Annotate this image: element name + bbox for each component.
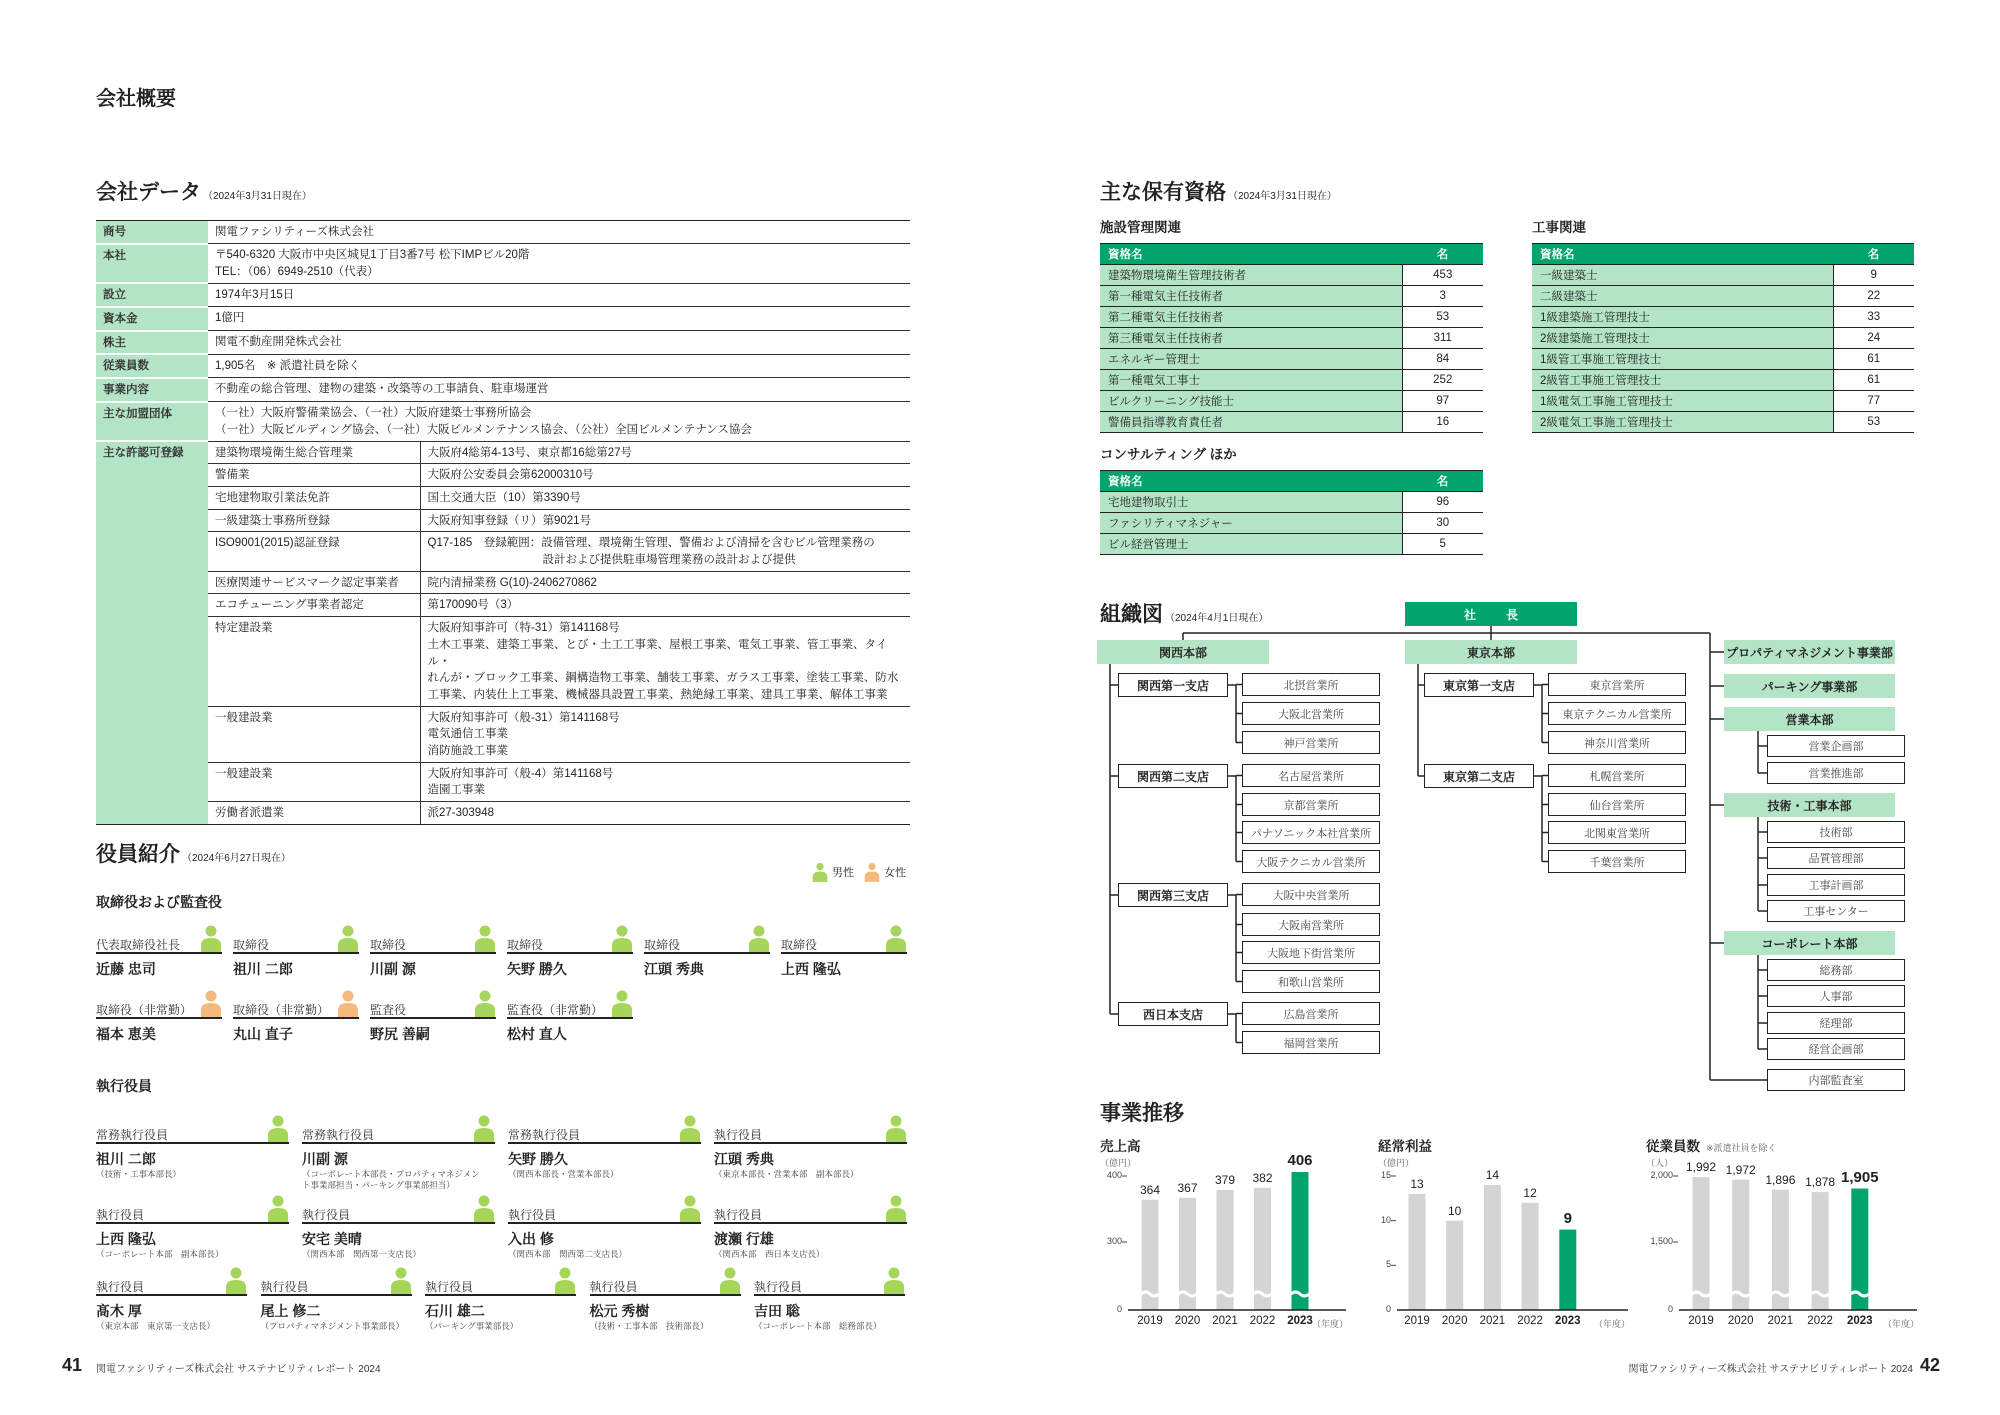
department-box: 営業企画部 xyxy=(1767,735,1905,757)
cell-line: TEL：（06）6949-2510（代表） xyxy=(215,265,379,278)
officer-title: 取締役（非常勤） xyxy=(96,1003,193,1017)
row-label: 事業内容 xyxy=(96,378,208,402)
office-box: 東京テクニカル営業所 xyxy=(1548,702,1686,725)
branch-box: 西日本支店 xyxy=(1118,1002,1228,1026)
office-box: 福岡営業所 xyxy=(1242,1031,1380,1054)
bar-value-label: 1,905 xyxy=(1841,1168,1879,1186)
x-tick-label: 2019 xyxy=(1688,1315,1714,1327)
qualification-name: 二級建築士 xyxy=(1532,286,1833,307)
column-header-count: 名 xyxy=(1402,471,1483,492)
cell-line: 工事業、内装仕上工事業、機械器具設置工事業、熱絶縁工事業、建具工事業、解体工事業 xyxy=(427,688,888,701)
office-box: パナソニック本社営業所 xyxy=(1242,821,1380,844)
row-label: 商号 xyxy=(96,221,208,244)
officer-name: 川副 源 xyxy=(370,961,416,977)
bar-value-label: 12 xyxy=(1523,1185,1537,1200)
department-box: 総務部 xyxy=(1767,959,1905,981)
bar-value-label: 1,992 xyxy=(1685,1160,1717,1175)
org-chart-title: 組織図 xyxy=(1100,603,1163,626)
y-tick-label: 15 xyxy=(1380,1170,1391,1180)
qualification-name: 宅地建物取引士 xyxy=(1100,492,1402,513)
footer-text-right: 関電ファシリティーズ株式会社 サステナビリティレポート 2024 xyxy=(1628,1364,1913,1375)
company-data-title: 会社データ xyxy=(96,181,201,204)
license-name: 労働者派遣業 xyxy=(208,802,420,825)
row-label: 本社 xyxy=(96,244,208,283)
office-box: 和歌山営業所 xyxy=(1242,970,1380,993)
bar-value-label: 1,972 xyxy=(1725,1162,1756,1177)
x-tick-label: 2022 xyxy=(1249,1315,1276,1327)
column-header-name: 資格名 xyxy=(1100,244,1402,265)
office-box: 札幌営業所 xyxy=(1548,764,1686,787)
officer-name: 祖川 二郎 xyxy=(233,961,293,977)
office-box: 大阪地下街営業所 xyxy=(1242,941,1380,964)
president-box: 社長 xyxy=(1405,602,1577,626)
officer-name: 松元 秀樹 xyxy=(589,1303,650,1319)
officer-name: 近藤 忠司 xyxy=(96,961,156,977)
cell-line: Q17-185 登録範囲：設備管理、環境衛生管理、警備および清掃を含むビル管理業務の xyxy=(427,537,875,550)
officer-name: 石川 雄二 xyxy=(425,1303,485,1319)
officer-title: 取締役 xyxy=(507,938,544,952)
officer-name: 吉田 聡 xyxy=(754,1303,800,1319)
officer-title: 執行役員 xyxy=(96,1208,145,1222)
license-name: 一般建設業 xyxy=(208,762,420,801)
y-tick-label: 1,500 xyxy=(1650,1236,1673,1246)
qualification-name: エネルギー管理士 xyxy=(1100,349,1402,370)
cell-line: 不動産の総合管理、建物の建築・改築等の工事請負、駐車場運営 xyxy=(215,383,549,396)
qualification-name: ビル経営管理士 xyxy=(1100,534,1402,555)
y-axis-unit: （人） xyxy=(1646,1158,1674,1168)
y-tick-label: 2,000 xyxy=(1650,1170,1673,1180)
branch-box: 関西第一支店 xyxy=(1118,673,1228,697)
qualification-count: 16 xyxy=(1402,412,1483,433)
cell-line: （一社）大阪ビルディング協会、（一社）大阪ビルメンテナンス協会、（公社）全国ビルメンテナンス協会 xyxy=(215,423,752,436)
column-header-count: 名 xyxy=(1402,244,1483,265)
officer-name: 入出 修 xyxy=(508,1231,554,1247)
chart-title-text: 売上高 xyxy=(1100,1139,1141,1154)
bar-value-label: 379 xyxy=(1214,1172,1236,1187)
y-tick-label: 0 xyxy=(1385,1304,1391,1314)
officer-name: 丸山 直子 xyxy=(233,1026,293,1042)
cell-line: 大阪府知事許可（般-31）第141168号 xyxy=(427,711,620,724)
qualification-count: 311 xyxy=(1402,328,1483,349)
x-tick-label: 2021 xyxy=(1479,1315,1506,1327)
x-tick-label: 2020 xyxy=(1174,1315,1201,1327)
qualification-name: 1級管工事施工管理技士 xyxy=(1532,349,1833,370)
license-name: 一級建築士事務所登録 xyxy=(208,509,420,532)
column-header-name: 資格名 xyxy=(1100,471,1402,492)
license-name: 特定建設業 xyxy=(208,617,420,707)
officer-name: 野尻 善嗣 xyxy=(370,1026,430,1042)
date-note: （2024年3月31日現在） xyxy=(203,191,312,202)
office-box: 大阪北営業所 xyxy=(1242,702,1380,725)
officer-name: 尾上 修二 xyxy=(260,1303,321,1319)
bar-value-label: 367 xyxy=(1177,1180,1198,1195)
row-label: 主な許認可登録 xyxy=(96,441,208,824)
bar xyxy=(1693,1177,1710,1310)
qualification-count: 33 xyxy=(1833,307,1914,328)
qualification-count: 61 xyxy=(1833,370,1914,391)
x-tick-label: 2020 xyxy=(1727,1315,1754,1327)
y-axis-unit: （億円） xyxy=(1100,1158,1137,1168)
office-box: 広島営業所 xyxy=(1242,1002,1380,1025)
officer-title: 常務執行役員 xyxy=(96,1128,169,1142)
department-box: 経理部 xyxy=(1767,1012,1905,1034)
officer-department: （東京本部長・営業本部 副本部長） xyxy=(714,1169,859,1179)
y-tick-label: 5 xyxy=(1385,1259,1391,1270)
legend-male: 男性 xyxy=(832,867,854,879)
date-note: （2024年6月27日現在） xyxy=(182,853,291,864)
officer-department: （コーポレート本部長・プロパティマネジメント事業部担当・パーキング事業部担当） xyxy=(302,1169,480,1190)
qualification-name: 第三種電気主任技術者 xyxy=(1100,328,1402,349)
cell-line: 大阪府知事許可（特-31）第141168号 xyxy=(427,622,620,635)
legend-female: 女性 xyxy=(884,867,906,879)
chart-title-text: 従業員数 xyxy=(1646,1139,1700,1154)
qualification-count: 5 xyxy=(1402,534,1483,555)
bar-value-label: 1,896 xyxy=(1765,1172,1796,1187)
cell-line: 設計および提供駐車場管理業務の設計および提供 xyxy=(427,554,796,567)
officer-title: 常務執行役員 xyxy=(508,1128,581,1142)
cell-line: 大阪府知事登録（リ）第9021号 xyxy=(427,514,592,527)
license-name: 警備業 xyxy=(208,464,420,487)
officer-title: 取締役 xyxy=(370,938,407,952)
department-box: 工事センター xyxy=(1767,900,1905,922)
y-tick-label: 0 xyxy=(1667,1304,1673,1314)
x-tick-label: 2023 xyxy=(1555,1315,1581,1327)
qualification-name: ファシリティマネジャー xyxy=(1100,513,1402,534)
department-box: 品質管理部 xyxy=(1767,847,1905,869)
cell-line: れんが・ブロック工事業、鋼構造物工事業、舗装工事業、ガラス工事業、塗装工事業、防水 xyxy=(427,672,899,685)
qualification-name: 第一種電気主任技術者 xyxy=(1100,286,1402,307)
cell-line: 関電不動産開発株式会社 xyxy=(215,336,342,349)
qualification-count: 30 xyxy=(1402,513,1483,534)
officer-title: 執行役員 xyxy=(302,1208,351,1222)
cell-line: 大阪府公安委員会第62000310号 xyxy=(427,469,594,482)
license-name: ISO9001(2015)認証登録 xyxy=(208,532,420,571)
qualification-name: 1級建築施工管理技士 xyxy=(1532,307,1833,328)
office-box: 東京営業所 xyxy=(1548,673,1686,696)
board-heading: 取締役および監査役 xyxy=(96,894,222,910)
qualification-name: 第一種電気工事士 xyxy=(1100,370,1402,391)
y-tick-label: 10 xyxy=(1380,1214,1391,1225)
chart-note: ※派遣社員を除く xyxy=(1706,1143,1777,1153)
officer-title: 執行役員 xyxy=(714,1208,763,1222)
office-box: 名古屋営業所 xyxy=(1242,764,1380,787)
officer-title: 執行役員 xyxy=(96,1280,145,1294)
division-box: プロパティマネジメント事業部 xyxy=(1724,640,1895,664)
bar xyxy=(1732,1180,1749,1310)
y-tick-label: 400 xyxy=(1106,1170,1122,1180)
officer-name: 髙木 厚 xyxy=(96,1303,142,1319)
qualification-count: 77 xyxy=(1833,391,1914,412)
qualification-count: 453 xyxy=(1402,265,1483,286)
date-note: （2024年4月1日現在） xyxy=(1165,613,1269,624)
row-label: 資本金 xyxy=(96,307,208,331)
office-box: 大阪テクニカル営業所 xyxy=(1242,850,1380,873)
officer-department: （コーポレート本部 副本部長） xyxy=(96,1249,224,1259)
office-box: 京都営業所 xyxy=(1242,793,1380,816)
x-axis-unit: （年度） xyxy=(1594,1319,1631,1329)
cell-line: 消防施設工事業 xyxy=(427,745,508,758)
qualification-count: 252 xyxy=(1402,370,1483,391)
officer-name: 江頭 秀典 xyxy=(644,961,704,977)
qualification-count: 61 xyxy=(1833,349,1914,370)
officer-title: 取締役 xyxy=(233,938,270,952)
branch-box: 関西第二支店 xyxy=(1118,764,1228,788)
officer-department: （関西本部長・営業本部長） xyxy=(508,1169,619,1179)
qualification-name: 建築物環境衛生管理技術者 xyxy=(1100,265,1402,286)
qualification-name: 2級管工事施工管理技士 xyxy=(1532,370,1833,391)
row-label: 従業員数 xyxy=(96,354,208,378)
cell-line: 電気通信工事業 xyxy=(427,728,508,741)
division-box: 技術・工事本部 xyxy=(1724,793,1895,817)
officer-department: （コーポレート本部 総務部長） xyxy=(754,1321,882,1331)
office-box: 大阪南営業所 xyxy=(1242,913,1380,936)
office-box: 千葉営業所 xyxy=(1548,850,1686,873)
x-tick-label: 2019 xyxy=(1404,1315,1430,1327)
branch-box: 関西第三支店 xyxy=(1118,883,1228,907)
bar-value-label: 9 xyxy=(1563,1209,1572,1227)
footer-text-left: 関電ファシリティーズ株式会社 サステナビリティレポート 2024 xyxy=(96,1364,381,1375)
qualification-count: 53 xyxy=(1402,307,1483,328)
cell-line: 1億円 xyxy=(215,312,245,325)
chart-title-text: 経常利益 xyxy=(1378,1139,1432,1154)
cell-line: 国土交通大臣（10）第3390号 xyxy=(427,491,581,504)
officer-title: 執行役員 xyxy=(508,1208,557,1222)
row-label: 主な加盟団体 xyxy=(96,402,208,441)
business-heading: 事業推移 xyxy=(1100,1102,1184,1125)
x-tick-label: 2019 xyxy=(1137,1315,1163,1327)
date-note: （2024年3月31日現在） xyxy=(1228,191,1337,202)
division-box: コーポレート本部 xyxy=(1724,931,1895,955)
cell-line: 院内清掃業務 G(10)-2406270862 xyxy=(427,576,597,589)
license-name: 宅地建物取引業法免許 xyxy=(208,486,420,509)
officer-department: （関西本部 関西第二支店長） xyxy=(508,1249,628,1259)
column-header-count: 名 xyxy=(1833,244,1914,265)
license-name: 一般建設業 xyxy=(208,706,420,762)
department-box: 技術部 xyxy=(1767,821,1905,843)
qualification-category: 施設管理関連 xyxy=(1100,220,1181,235)
officer-title: 取締役 xyxy=(781,938,818,952)
officer-name: 松村 直人 xyxy=(507,1026,567,1042)
officer-title: 執行役員 xyxy=(714,1128,763,1142)
officer-title: 取締役 xyxy=(644,938,681,952)
bar-value-label: 14 xyxy=(1485,1167,1500,1182)
officer-name: 安宅 美晴 xyxy=(302,1231,362,1247)
qualification-name: 警備員指導教育責任者 xyxy=(1100,412,1402,433)
license-name: 建築物環境衛生総合管理業 xyxy=(208,441,420,464)
qualification-count: 3 xyxy=(1402,286,1483,307)
office-box: 仙台営業所 xyxy=(1548,793,1686,816)
qualification-count: 9 xyxy=(1833,265,1914,286)
officer-title: 常務執行役員 xyxy=(302,1128,375,1142)
qualification-count: 22 xyxy=(1833,286,1914,307)
officer-department: （技術・工事本部 技術部長） xyxy=(589,1321,709,1331)
officer-title: 監査役 xyxy=(370,1003,407,1017)
page-number-right: 42 xyxy=(1920,1355,1941,1375)
office-box: 神奈川営業所 xyxy=(1548,731,1686,754)
x-axis-unit: （年度） xyxy=(1883,1319,1920,1329)
x-tick-label: 2022 xyxy=(1807,1315,1833,1327)
qualification-count: 97 xyxy=(1402,391,1483,412)
cell-line: 派27-303948 xyxy=(427,807,494,820)
x-tick-label: 2023 xyxy=(1287,1315,1313,1327)
officers-title: 役員紹介 xyxy=(96,843,180,866)
officer-name: 上西 隆弘 xyxy=(96,1231,156,1247)
office-box: 北摂営業所 xyxy=(1242,673,1380,696)
cell-line: 大阪府知事許可（般-4）第141168号 xyxy=(427,767,614,780)
officer-name: 上西 隆弘 xyxy=(781,961,841,977)
qualification-name: ビルクリーニング技能士 xyxy=(1100,391,1402,412)
officer-title: 監査役（非常勤） xyxy=(507,1003,604,1017)
x-tick-label: 2023 xyxy=(1847,1315,1873,1327)
bar-value-label: 406 xyxy=(1287,1152,1313,1170)
y-axis-unit: （億円） xyxy=(1378,1158,1415,1168)
x-tick-label: 2022 xyxy=(1517,1315,1543,1327)
qualification-count: 84 xyxy=(1402,349,1483,370)
officer-name: 川副 源 xyxy=(302,1151,348,1167)
row-label: 株主 xyxy=(96,331,208,355)
audit-office-box: 内部監査室 xyxy=(1767,1069,1905,1091)
officer-name: 矢野 勝久 xyxy=(508,1151,568,1167)
officer-department: （関西本部 関西第一支店長） xyxy=(302,1249,422,1259)
office-box: 大阪中央営業所 xyxy=(1242,883,1380,906)
qualification-name: 2級建築施工管理技士 xyxy=(1532,328,1833,349)
qualification-category: コンサルティング ほか xyxy=(1100,447,1237,462)
branch-box: 東京第二支店 xyxy=(1424,764,1534,788)
officer-title: 取締役（非常勤） xyxy=(233,1003,330,1017)
page-number-left: 41 xyxy=(62,1355,83,1375)
department-box: 工事計画部 xyxy=(1767,874,1905,896)
officer-title: 執行役員 xyxy=(589,1280,638,1294)
officer-department: （プロパティマネジメント事業部長） xyxy=(260,1321,405,1331)
office-box: 神戸営業所 xyxy=(1242,731,1380,754)
headquarters-box: 東京本部 xyxy=(1405,640,1577,664)
x-axis-unit: （年度） xyxy=(1312,1319,1349,1329)
qualification-name: 1級電気工事施工管理技士 xyxy=(1532,391,1833,412)
officer-title: 執行役員 xyxy=(754,1280,803,1294)
cell-line: 大阪府4総第4-13号、東京都16総第27号 xyxy=(427,446,632,459)
y-tick-label: 300 xyxy=(1106,1236,1122,1246)
qualification-count: 96 xyxy=(1402,492,1483,513)
officer-name: 福本 恵美 xyxy=(96,1026,156,1042)
headquarters-box: 関西本部 xyxy=(1097,640,1269,664)
officer-title: 執行役員 xyxy=(425,1280,474,1294)
x-tick-label: 2021 xyxy=(1767,1315,1794,1327)
officer-department: （パーキング事業部長） xyxy=(425,1321,519,1331)
division-box: 営業本部 xyxy=(1724,707,1895,731)
officer-name: 江頭 秀典 xyxy=(714,1151,774,1167)
qualification-category: 工事関連 xyxy=(1532,220,1586,235)
qualification-name: 第二種電気主任技術者 xyxy=(1100,307,1402,328)
cell-line: 〒540-6320 大阪市中央区城見1丁目3番7号 松下IMPビル20階 xyxy=(215,249,530,262)
bar-value-label: 10 xyxy=(1448,1203,1462,1218)
page-title: 会社概要 xyxy=(96,88,176,110)
cell-line: 土木工事業、建築工事業、とび・土工工事業、屋根工事業、電気工事業、管工事業、タイル・ xyxy=(427,638,888,668)
license-name: 医療関連サービスマーク認定事業者 xyxy=(208,571,420,594)
office-box: 北関東営業所 xyxy=(1548,821,1686,844)
officer-department: （関西本部 西日本支店長） xyxy=(714,1249,825,1259)
cell-line: （一社）大阪府警備業協会、（一社）大阪府建築士事務所協会 xyxy=(215,407,532,420)
qualifications-title: 主な保有資格 xyxy=(1100,181,1226,204)
officer-name: 渡瀬 行雄 xyxy=(714,1231,774,1247)
bar-value-label: 13 xyxy=(1410,1176,1424,1191)
bar-value-label: 364 xyxy=(1139,1182,1161,1197)
bar-value-label: 382 xyxy=(1252,1170,1273,1185)
department-box: 営業推進部 xyxy=(1767,762,1905,784)
officer-department: （技術・工事本部長） xyxy=(96,1169,182,1179)
cell-line: 1,905名 ※ 派遣社員を除く xyxy=(215,359,361,372)
row-label: 設立 xyxy=(96,283,208,307)
officer-title: 執行役員 xyxy=(260,1280,309,1294)
department-box: 経営企画部 xyxy=(1767,1038,1905,1060)
cell-line: 造園工事業 xyxy=(427,784,485,797)
cell-line: 第170090号（3） xyxy=(427,599,519,612)
cell-line: 1974年3月15日 xyxy=(215,288,295,301)
cell-line: 関電ファシリティーズ株式会社 xyxy=(215,226,375,238)
officer-name: 祖川 二郎 xyxy=(96,1151,156,1167)
qualification-name: 一級建築士 xyxy=(1532,265,1833,286)
officer-department: （東京本部 東京第一支店長） xyxy=(96,1321,216,1331)
officer-name: 矢野 勝久 xyxy=(507,961,567,977)
qualification-name: 2級電気工事施工管理技士 xyxy=(1532,412,1833,433)
division-box: パーキング事業部 xyxy=(1724,674,1895,698)
x-tick-label: 2021 xyxy=(1212,1315,1238,1327)
executives-heading: 執行役員 xyxy=(96,1078,152,1094)
qualification-count: 24 xyxy=(1833,328,1914,349)
officer-title: 代表取締役社長 xyxy=(96,938,181,952)
department-box: 人事部 xyxy=(1767,985,1905,1007)
qualification-count: 53 xyxy=(1833,412,1914,433)
bar-value-label: 1,878 xyxy=(1805,1175,1836,1190)
branch-box: 東京第一支店 xyxy=(1424,673,1534,697)
y-tick-label: 0 xyxy=(1116,1304,1122,1314)
x-tick-label: 2020 xyxy=(1441,1315,1468,1327)
column-header-name: 資格名 xyxy=(1532,244,1833,265)
license-name: エコチューニング事業者認定 xyxy=(208,594,420,617)
